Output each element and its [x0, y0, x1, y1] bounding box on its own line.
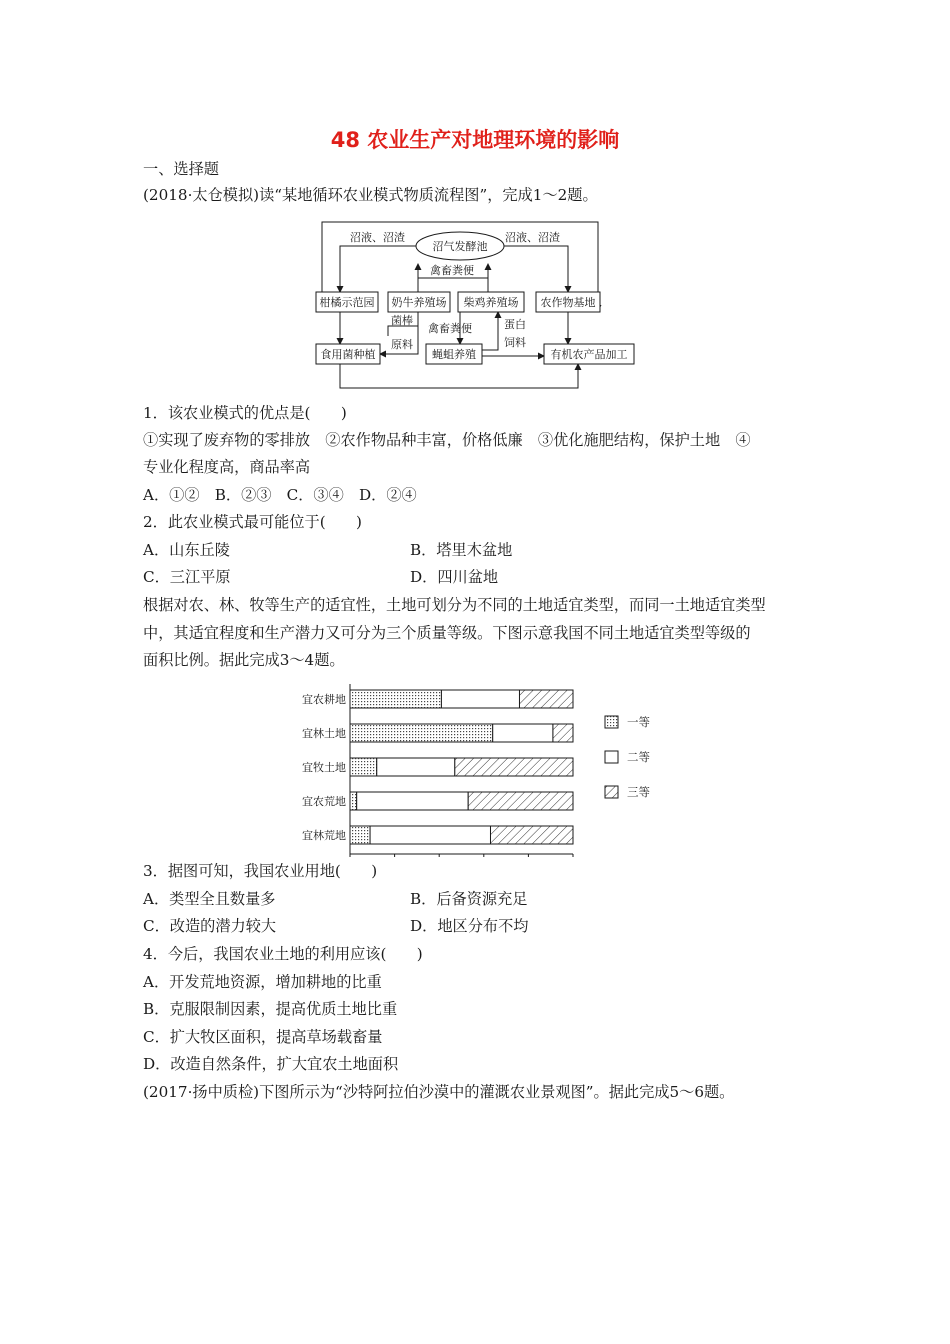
q4-stem: 4．今后，我国农业土地的利用应该( )	[143, 945, 423, 963]
category-label: 宜农耕地	[302, 693, 346, 706]
flow-box-chicken: 柴鸡养殖场	[463, 296, 519, 309]
bar-segment-2	[377, 758, 455, 776]
section-heading: 一、选择题	[143, 160, 219, 178]
land-suitability-chart	[280, 680, 670, 860]
q3-option-d: D．地区分布不均	[410, 917, 529, 935]
q4-option-c: C．扩大牧区面积，提高草场载畜量	[143, 1028, 383, 1046]
category-label: 宜农荒地	[302, 795, 346, 808]
q1-stem: 1．该农业模式的优点是( )	[143, 404, 347, 422]
flow-protein-2: 饲料	[504, 336, 526, 349]
intro-q3-4-line-3: 面积比例。据此完成3～4题。	[143, 651, 345, 669]
bar-segment-2	[441, 690, 519, 708]
flow-label-stick: 菌棒	[391, 314, 413, 327]
q3-option-c: C．改造的潜力较大	[143, 917, 277, 935]
flow-box-crop: 农作物基地	[540, 296, 596, 309]
bar-segment-1	[350, 792, 357, 810]
q4-option-a: A．开发荒地资源，增加耕地的比重	[143, 973, 382, 991]
q3-option-b: B．后备资源充足	[410, 890, 528, 908]
flow-protein-1: 蛋白	[504, 318, 526, 331]
q4-option-b: B．克服限制因素，提高优质土地比重	[143, 1000, 398, 1018]
bar-segment-1	[350, 758, 377, 776]
q4-option-d: D．改造自然条件，扩大宜农土地面积	[143, 1055, 399, 1073]
flow-manure-down: 禽畜粪便	[428, 322, 472, 335]
q3-stem: 3．据图可知，我国农业用地( )	[143, 862, 378, 880]
flow-box-cow: 奶牛养殖场	[391, 296, 447, 309]
flow-edge-right: 沼液、沼渣	[505, 231, 560, 244]
legend-swatch-3	[605, 786, 618, 798]
legend-swatch-1	[605, 716, 618, 728]
flow-center: 沼气发酵池	[432, 240, 488, 253]
flow-box-maggot: 蝇蛆养殖	[432, 348, 476, 361]
q2-option-c: C．三江平原	[143, 568, 231, 586]
intro-q3-4-line-2: 中，其适宜程度和生产潜力又可分为三个质量等级。下图示意我国不同土地适宜类型等级的	[143, 624, 751, 642]
flow-edge-left: 沼液、沼渣	[350, 231, 405, 244]
category-label: 宜林荒地	[302, 829, 346, 842]
q3-option-a: A．类型全且数量多	[143, 890, 276, 908]
q1-options: A．①② B．②③ C．③④ D．②④	[143, 486, 417, 504]
q2-option-b: B．塔里木盆地	[410, 541, 513, 559]
flow-diagram	[300, 216, 650, 392]
legend-label-3: 三等	[627, 785, 650, 799]
q2-option-d: D．四川盆地	[410, 568, 499, 586]
flow-manure-up: 禽畜粪便	[430, 264, 474, 277]
intro-q5-6: (2017·扬中质检)下图所示为“沙特阿拉伯沙漠中的灌溉农业景观图”。据此完成5～6题。	[143, 1083, 735, 1101]
flow-box-process: 有机农产品加工	[550, 348, 628, 361]
flow-box-fungi: 食用菌种植	[320, 348, 376, 361]
page-title: 48 农业生产对地理环境的影响	[330, 128, 620, 152]
bar-segment-3	[553, 724, 573, 742]
bar-segment-1	[350, 690, 441, 708]
bar-segment-1	[350, 826, 370, 844]
bar-segment-2	[357, 792, 469, 810]
bar-segment-3	[490, 826, 573, 844]
intro-q1-2: (2018·太仓模拟)读“某地循环农业模式物质流程图”，完成1～2题。	[143, 186, 598, 204]
bar-segment-1	[350, 724, 493, 742]
flow-label-raw: 原料	[391, 338, 413, 351]
bar-segment-3	[519, 690, 573, 708]
bar-segment-2	[370, 826, 490, 844]
category-label: 宜牧土地	[302, 761, 346, 774]
legend-label-2: 二等	[627, 750, 650, 764]
bar-segment-2	[493, 724, 553, 742]
flow-box-orchard: 柑橘示范园	[319, 296, 375, 309]
intro-q3-4-line-1: 根据对农、林、牧等生产的适宜性，土地可划分为不同的土地适宜类型，而同一土地适宜类型	[143, 596, 766, 614]
q1-line-2: 专业化程度高，商品率高	[143, 458, 311, 476]
category-label: 宜林土地	[302, 727, 346, 740]
legend-label-1: 一等	[627, 715, 650, 729]
q2-option-a: A．山东丘陵	[143, 541, 230, 559]
bar-segment-3	[455, 758, 573, 776]
legend-swatch-2	[605, 751, 618, 763]
q1-line-1: ①实现了废弃物的零排放 ②农作物品种丰富，价格低廉 ③优化施肥结构，保护土地 ④	[143, 431, 751, 449]
q2-stem: 2．此农业模式最可能位于( )	[143, 513, 362, 531]
bar-segment-3	[468, 792, 573, 810]
